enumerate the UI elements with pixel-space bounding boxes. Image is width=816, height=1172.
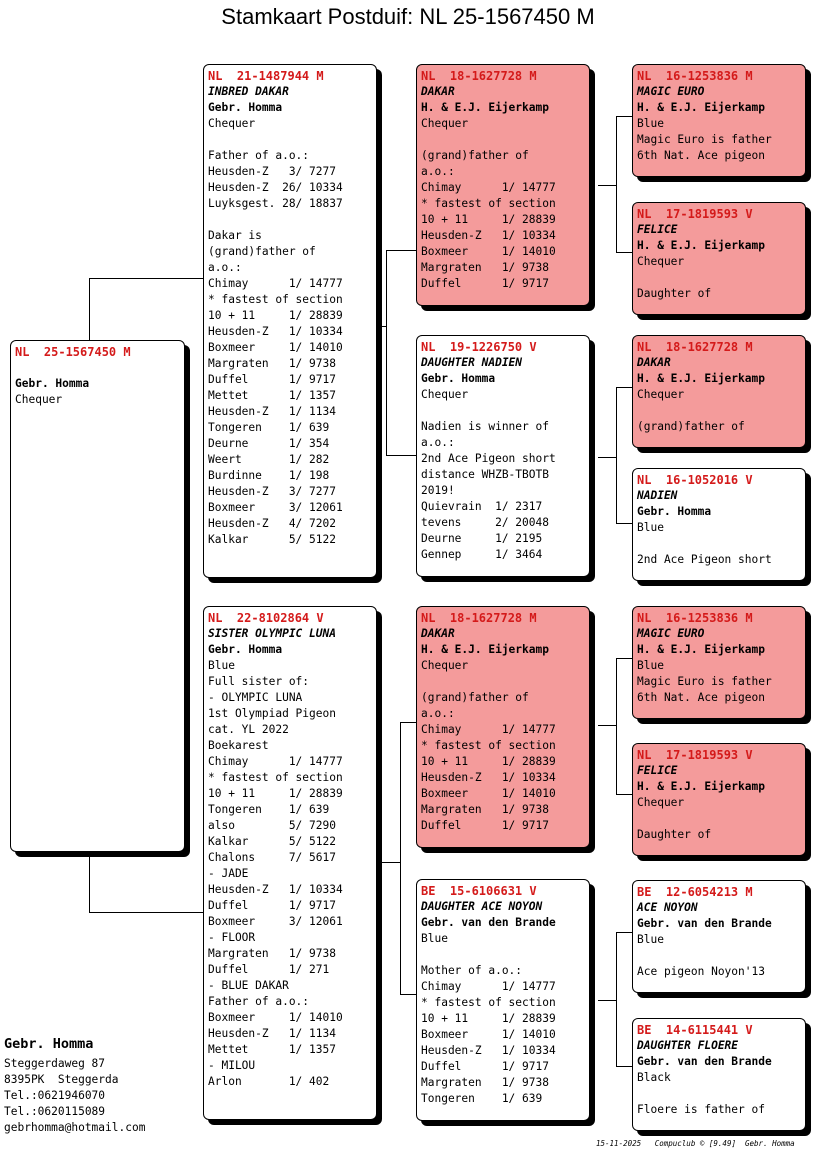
note-line	[637, 948, 801, 964]
note-line: * fastest of section	[208, 293, 343, 306]
ring-number: NL 16-1253836 M	[637, 69, 753, 83]
pedigree-card-dam-sire[interactable]	[416, 606, 590, 848]
note-line: (grand)father of	[637, 420, 745, 433]
note-line: (grand)father of	[421, 691, 529, 704]
note-line: Duffel 1/ 9717	[421, 819, 549, 832]
breeder-name: H. & E.J. Eijerkamp	[421, 643, 549, 656]
ring-number: NL 18-1627728 M	[637, 340, 753, 354]
owner-line: Tel.:0621946070	[4, 1089, 106, 1102]
note-line: Boxmeer 1/ 14010	[208, 1011, 343, 1024]
note-line: Boxmeer 3/ 12061	[208, 915, 343, 928]
note-line: Heusden-Z 1/ 1134	[208, 1027, 336, 1040]
note-line: 2nd Ace Pigeon short	[637, 553, 772, 566]
note-line: Chimay 1/ 14777	[208, 277, 343, 290]
owner-line: Tel.:0620115089	[4, 1105, 106, 1118]
pigeon-color: Blue	[637, 659, 664, 672]
owner-name: Gebr. Homma	[4, 1036, 94, 1052]
pigeon-color: Blue	[637, 933, 664, 946]
breeder-name: Gebr. Homma	[15, 377, 90, 390]
note-line	[637, 811, 801, 827]
note-line: * fastest of section	[421, 996, 556, 1009]
note-line: distance WHZB-TBOTB	[421, 468, 549, 481]
pigeon-color: Blue	[208, 659, 235, 672]
note-line: cat. YL 2022	[208, 723, 289, 736]
note-line: (grand)father of	[421, 149, 529, 162]
ring-number: BE 12-6054213 M	[637, 885, 753, 899]
note-line: Chalons 7/ 5617	[208, 851, 336, 864]
pedigree-card-dam[interactable]	[203, 606, 377, 1120]
note-line	[208, 212, 372, 228]
note-line: Duffel 1/ 271	[208, 963, 330, 976]
note-line: - BLUE DAKAR	[208, 979, 289, 992]
note-line: 10 + 11 1/ 28839	[421, 1012, 556, 1025]
note-line: Magic Euro is father	[637, 675, 772, 688]
note-line: Deurne 1/ 354	[208, 437, 330, 450]
pigeon-color: Chequer	[421, 388, 469, 401]
note-line: Burdinne 1/ 198	[208, 469, 330, 482]
pigeon-name: MAGIC EURO	[637, 627, 705, 640]
note-line	[421, 947, 585, 963]
note-line: Heusden-Z 3/ 7277	[208, 165, 336, 178]
note-line: Heusden-Z 1/ 1134	[208, 405, 336, 418]
note-line: a.o.:	[208, 261, 242, 274]
breeder-name: Gebr. Homma	[208, 101, 283, 114]
note-line	[637, 403, 801, 419]
ring-number: NL 16-1052016 V	[637, 473, 753, 487]
pigeon-color: Chequer	[637, 255, 685, 268]
note-line	[421, 674, 585, 690]
pigeon-name: NADIEN	[637, 489, 678, 502]
pedigree-card-ggp-4[interactable]	[632, 468, 806, 581]
note-line	[637, 270, 801, 286]
note-line: Ace pigeon Noyon'13	[637, 965, 765, 978]
pigeon-name: DAUGHTER FLOERE	[637, 1039, 739, 1052]
note-line: Kalkar 5/ 5122	[208, 835, 336, 848]
note-line: tevens 2/ 20048	[421, 516, 549, 529]
note-line: 2019!	[421, 484, 455, 497]
note-line: 10 + 11 1/ 28839	[421, 213, 556, 226]
note-line: a.o.:	[421, 165, 455, 178]
pigeon-name: DAKAR	[637, 356, 671, 369]
pigeon-color: Chequer	[208, 117, 256, 130]
pigeon-name: MAGIC EURO	[637, 85, 705, 98]
note-line: Boxmeer 3/ 12061	[208, 501, 343, 514]
note-line: Heusden-Z 1/ 10334	[421, 771, 556, 784]
pedigree-card-ggp-7[interactable]	[632, 880, 806, 993]
note-line: Full sister of:	[208, 675, 310, 688]
pigeon-color: Black	[637, 1071, 671, 1084]
note-line: Father of a.o.:	[208, 149, 310, 162]
ring-number: NL 25-1567450 M	[15, 345, 131, 359]
pigeon-color: Chequer	[421, 659, 469, 672]
breeder-name: H. & E.J. Eijerkamp	[637, 101, 765, 114]
note-line: Father of a.o.:	[208, 995, 310, 1008]
owner-email[interactable]: gebrhomma@hotmail.com	[4, 1121, 146, 1134]
note-line	[208, 132, 372, 148]
note-line	[637, 536, 801, 552]
note-line: Deurne 1/ 2195	[421, 532, 543, 545]
note-line: also 5/ 7290	[208, 819, 336, 832]
ring-number: BE 14-6115441 V	[637, 1023, 753, 1037]
breeder-name: Gebr. van den Brande	[637, 917, 772, 930]
pedigree-card-ggp-5[interactable]	[632, 606, 806, 719]
ring-number: NL 18-1627728 M	[421, 611, 537, 625]
note-line: Daughter of	[637, 828, 712, 841]
pedigree-card-dam-dam[interactable]	[416, 879, 590, 1121]
note-line: Boxmeer 1/ 14010	[421, 1028, 556, 1041]
breeder-name: Gebr. van den Brande	[421, 916, 556, 929]
breeder-name: H. & E.J. Eijerkamp	[637, 372, 765, 385]
pedigree-card-ggp-6[interactable]	[632, 743, 806, 856]
note-line: Mother of a.o.:	[421, 964, 523, 977]
breeder-name: H. & E.J. Eijerkamp	[421, 101, 549, 114]
pedigree-card-subject[interactable]	[10, 340, 185, 852]
note-line: 2nd Ace Pigeon short	[421, 452, 556, 465]
note-line: a.o.:	[421, 707, 455, 720]
note-line: Heusden-Z 1/ 10334	[421, 1044, 556, 1057]
pigeon-color: Chequer	[637, 388, 685, 401]
note-line: Chimay 1/ 14777	[208, 755, 343, 768]
pigeon-name: FELICE	[637, 764, 678, 777]
note-line: Mettet 1/ 1357	[208, 1043, 336, 1056]
pigeon-name: DAKAR	[421, 627, 455, 640]
note-line: Margraten 1/ 9738	[421, 803, 549, 816]
note-line: Margraten 1/ 9738	[421, 1076, 549, 1089]
note-line: Gennep 1/ 3464	[421, 548, 543, 561]
note-line: Kalkar 5/ 5122	[208, 533, 336, 546]
pigeon-name: FELICE	[637, 223, 678, 236]
note-line: Heusden-Z 1/ 10334	[208, 325, 343, 338]
note-line: Tongeren 1/ 639	[208, 421, 330, 434]
pedigree-card-ggp-3[interactable]	[632, 335, 806, 448]
pedigree-card-sire[interactable]	[203, 64, 377, 578]
note-line: Chimay 1/ 14777	[421, 181, 556, 194]
pigeon-color: Blue	[637, 521, 664, 534]
note-line: Magic Euro is father	[637, 133, 772, 146]
pedigree-card-ggp-1[interactable]	[632, 64, 806, 177]
note-line: 10 + 11 1/ 28839	[421, 755, 556, 768]
page-title: Stamkaart Postduif: NL 25-1567450 M	[221, 4, 595, 29]
note-line: Heusden-Z 3/ 7277	[208, 485, 336, 498]
note-line: Heusden-Z 26/ 10334	[208, 181, 343, 194]
note-line: Arlon 1/ 402	[208, 1075, 330, 1088]
note-line: a.o.:	[421, 436, 455, 449]
ring-number: NL 21-1487944 M	[208, 69, 324, 83]
note-line: Floere is father of	[637, 1103, 765, 1116]
note-line: Duffel 1/ 9717	[208, 373, 336, 386]
breeder-name: Gebr. Homma	[421, 372, 496, 385]
breeder-name: H. & E.J. Eijerkamp	[637, 643, 765, 656]
note-line: Boxmeer 1/ 14010	[421, 245, 556, 258]
pigeon-name: DAUGHTER NADIEN	[421, 356, 523, 369]
breeder-name: Gebr. Homma	[637, 505, 712, 518]
note-line: Heusden-Z 4/ 7202	[208, 517, 336, 530]
note-line: Tongeren 1/ 639	[421, 1092, 543, 1105]
note-line: Weert 1/ 282	[208, 453, 330, 466]
breeder-name: H. & E.J. Eijerkamp	[637, 239, 765, 252]
note-line: Duffel 1/ 9717	[421, 277, 549, 290]
note-line: Tongeren 1/ 639	[208, 803, 330, 816]
pigeon-name: DAKAR	[421, 85, 455, 98]
note-line: (grand)father of	[208, 245, 316, 258]
note-line	[421, 132, 585, 148]
note-line: * fastest of section	[421, 739, 556, 752]
ring-number: NL 19-1226750 V	[421, 340, 537, 354]
note-line: Dakar is	[208, 229, 262, 242]
note-line: Boxmeer 1/ 14010	[208, 341, 343, 354]
note-line: Margraten 1/ 9738	[208, 947, 336, 960]
note-line: 6th Nat. Ace pigeon	[637, 149, 765, 162]
owner-line: Steggerdaweg 87	[4, 1057, 106, 1070]
pigeon-color: Chequer	[421, 117, 469, 130]
pigeon-name: INBRED DAKAR	[208, 85, 289, 98]
note-line: - OLYMPIC LUNA	[208, 691, 303, 704]
note-line: 1st Olympiad Pigeon	[208, 707, 336, 720]
pedigree-card-ggp-8[interactable]	[632, 1018, 806, 1131]
pigeon-color: Chequer	[15, 393, 63, 406]
pigeon-color: Blue	[637, 117, 664, 130]
note-line: Duffel 1/ 9717	[208, 899, 336, 912]
note-line	[637, 1086, 801, 1102]
note-line: 6th Nat. Ace pigeon	[637, 691, 765, 704]
note-line: Margraten 1/ 9738	[421, 261, 549, 274]
footer-text: 15-11-2025 Compuclub © [9.49] Gebr. Homma	[596, 1139, 795, 1148]
note-line: Mettet 1/ 1357	[208, 389, 336, 402]
note-line: Duffel 1/ 9717	[421, 1060, 549, 1073]
note-line: Boxmeer 1/ 14010	[421, 787, 556, 800]
note-line: Nadien is winner of	[421, 420, 549, 433]
note-line: * fastest of section	[208, 771, 343, 784]
blank-line	[15, 360, 180, 376]
owner-line: 8395PK Steggerda	[4, 1073, 119, 1086]
note-line: - FLOOR	[208, 931, 256, 944]
breeder-name: Gebr. Homma	[208, 643, 283, 656]
note-line: Heusden-Z 1/ 10334	[421, 229, 556, 242]
note-line: Quievrain 1/ 2317	[421, 500, 543, 513]
note-line: Heusden-Z 1/ 10334	[208, 883, 343, 896]
note-line: Chimay 1/ 14777	[421, 980, 556, 993]
note-line: Chimay 1/ 14777	[421, 723, 556, 736]
ring-number: NL 17-1819593 V	[637, 748, 753, 762]
pigeon-name: SISTER OLYMPIC LUNA	[208, 627, 336, 640]
note-line: * fastest of section	[421, 197, 556, 210]
pedigree-card-ggp-2[interactable]	[632, 202, 806, 315]
pedigree-card-sire-sire[interactable]	[416, 64, 590, 306]
note-line	[421, 403, 585, 419]
note-line: 10 + 11 1/ 28839	[208, 787, 343, 800]
note-line: - JADE	[208, 867, 249, 880]
note-line: Boekarest	[208, 739, 269, 752]
note-line: Daughter of	[637, 287, 712, 300]
pigeon-color: Chequer	[637, 796, 685, 809]
ring-number: NL 16-1253836 M	[637, 611, 753, 625]
note-line: - MILOU	[208, 1059, 256, 1072]
note-line: Luyksgest. 28/ 18837	[208, 197, 343, 210]
pigeon-name: DAUGHTER ACE NOYON	[421, 900, 543, 913]
ring-number: NL 17-1819593 V	[637, 207, 753, 221]
owner-block	[4, 1036, 145, 1136]
pigeon-name: ACE NOYON	[637, 901, 698, 914]
note-line: Margraten 1/ 9738	[208, 357, 336, 370]
ring-number: NL 22-8102864 V	[208, 611, 324, 625]
breeder-name: Gebr. van den Brande	[637, 1055, 772, 1068]
ring-number: BE 15-6106631 V	[421, 884, 537, 898]
pigeon-color: Blue	[421, 932, 448, 945]
breeder-name: H. & E.J. Eijerkamp	[637, 780, 765, 793]
ring-number: NL 18-1627728 M	[421, 69, 537, 83]
pedigree-card-sire-dam[interactable]	[416, 335, 590, 577]
note-line: 10 + 11 1/ 28839	[208, 309, 343, 322]
